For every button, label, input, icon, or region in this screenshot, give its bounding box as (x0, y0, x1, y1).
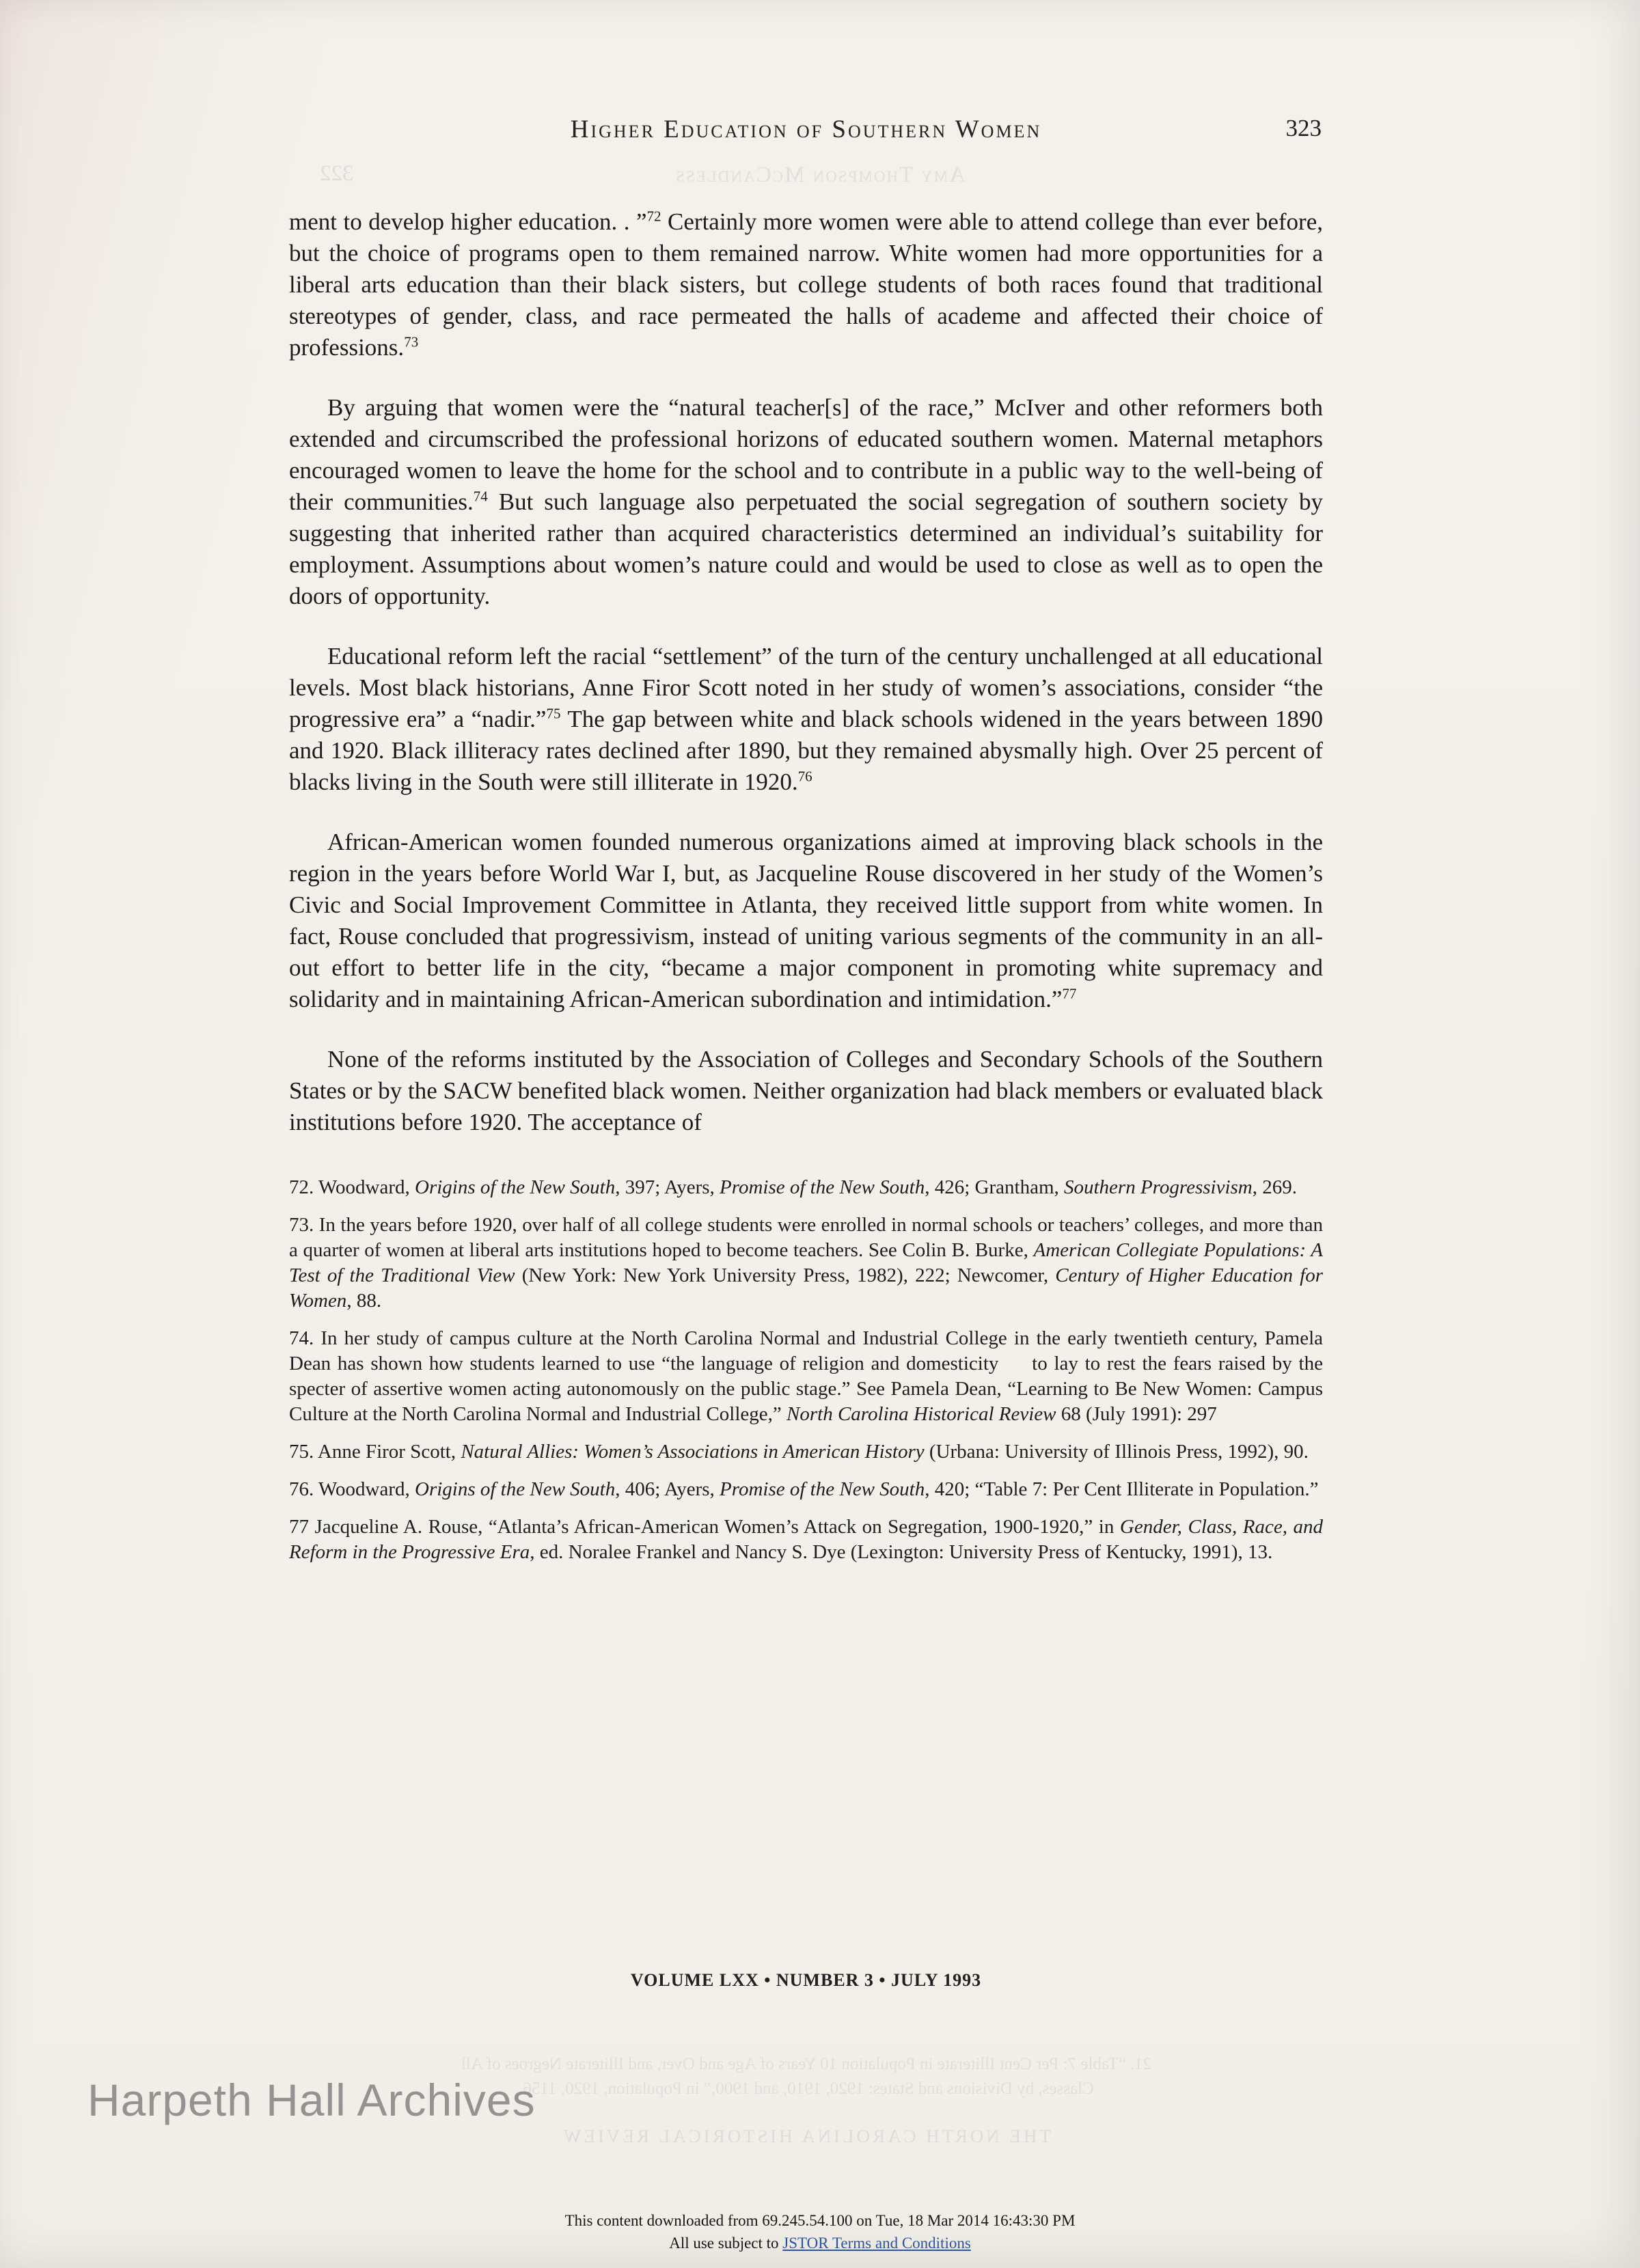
bleedthrough-footnote-line: 21. “Table 7: Per Cent Illiterate in Population 10 Years of Age and Over, and Illiterate Negroes of All (461, 2055, 1152, 2073)
footnote: 74. In her study of campus culture at the North Carolina Normal and Industrial College in the early twentieth century, Pamela Dean has shown how students learned to use “the language of religion and domesticity to lay to rest the fears raised by the specter of assertive women acting autonomously on the public stage.” See Pamela Dean, “Learning to Be New Women: Campus Culture at the North Carolina Normal and Industrial College,” North Carolina Historical Review 68 (July 1991): 297 (289, 1327, 1323, 1425)
jstor-terms-prefix: All use subject to (669, 2235, 783, 2252)
footnote: 73. In the years before 1920, over half of all college students were enrolled in normal schools or teachers’ colleges, and more than a quarter of women at liberal arts institutions hoped to become teachers. See Colin B. Burke, American Collegiate Populations: A Test of the Traditional View (New York: New York University Press, 1982), 222; Newcomer, Century of Higher Education for Women, 88. (289, 1214, 1324, 1312)
paragraph: ment to develop higher education. . ”$^{72}$ Certainly more women were able to attend college than ever before, but the choice of programs open to them remained narrow. White women had more opportunities for a liberal arts education than their black sisters, but college students of both races found that traditional stereotypes of gender, class, and race permeated the halls of academe and affected their choice of professions.$^{73}$ (289, 208, 1323, 361)
footnote: 76. Woodward, Origins of the New South, 406; Ayers, Promise of the New South, 420; “Table 7: Per Cent Illiterate in Population.” (289, 1478, 1319, 1500)
jstor-terms-link[interactable]: JSTOR Terms and Conditions (782, 2235, 971, 2252)
footnote: 77 Jacqueline A. Rouse, “Atlanta’s African-American Women’s Attack on Segregation, 1900-1920,” in Gender, Class, Race, and Reform in the Progressive Era, ed. Noralee Frankel and Nancy S. Dye (Lexington: University Press of Kentucky, 1991), 13. (289, 1516, 1324, 1563)
running-head-title: Higher Education of Southern Women (570, 115, 1042, 143)
footnote: 72. Woodward, Origins of the New South, 397; Ayers, Promise of the New South, 426; Grantham, Southern Progressivism, 269. (289, 1176, 1298, 1198)
paragraph: Educational reform left the racial “settlement” of the turn of the century unchallenged at all educational levels. Most black historians, Anne Firor Scott noted in her study of women’s associations, consider “the progressive era” a “nadir.”$^{75}$ The gap between white and black schools widened in the years between 1890 and 1920. Black illiteracy rates declined after 1890, but they remained abysmally high. Over 25 percent of blacks living in the South were still illiterate in 1920.76 (289, 643, 1323, 795)
jstor-download-line: This content downloaded from 69.245.54.100 on Tue, 18 Mar 2014 16:43:30 PM (564, 2212, 1076, 2229)
paragraph: None of the reforms instituted by the Association of Colleges and Secondary Schools of the Southern States or by the SACW benefited black women. Neither organization had black members or evaluated black institutions before 1920. The acceptance of (289, 1046, 1323, 1135)
bleedthrough-journal-title: THE NORTH CAROLINA HISTORICAL REVIEW (561, 2126, 1051, 2146)
bleedthrough-author: Amy Thompson McCandless (674, 163, 966, 187)
running-head (289, 115, 1323, 149)
footnotes (289, 1175, 1323, 1565)
footnote: 75. Anne Firor Scott, Natural Allies: Women’s Associations in American History (Urbana: University of Illinois Press, 1992), 90. (289, 1441, 1309, 1463)
jstor-notice (0, 2212, 1640, 2257)
archive-watermark: Harpeth Hall Archives (87, 2075, 536, 2125)
page-number: 323 (1285, 115, 1322, 141)
bleedthrough-footnote-line: Classes, by Divisions and States: 1920, 1910, and 1900,” in Population, 1920, 1156. (519, 2079, 1094, 2098)
article-body (289, 206, 1323, 1138)
volume-footer: VOLUME LXX • NUMBER 3 • JULY 1993 (630, 1970, 982, 1990)
bleedthrough-page-number: 322 (320, 161, 354, 186)
paragraph: By arguing that women were the “natural teacher[s] of the race,” McIver and other reformers both extended and circumscribed the professional horizons of educated southern women. Maternal metaphors encouraged women to leave the home for the school and to contribute in a public way to the well-being of their communities.$^{74}$ But such language also perpetuated the social segregation of southern society by suggesting that inherited rather than acquired characteristics determined an individual’s suitability for employment. Assumptions about women’s nature could and would be used to close as well as to open the doors of opportunity. (289, 394, 1324, 609)
jstor-terms-line (0, 2235, 1640, 2252)
text-column (289, 206, 1323, 1577)
paragraph: African-American women founded numerous organizations aimed at improving black schools in the region in the years before World War I, but, as Jacqueline Rouse discovered in her study of the Women’s Civic and Social Improvement Committee in Atlanta, they received little support from white women. In fact, Rouse concluded that progressivism, instead of uniting various segments of the community in an all-out effort to better life in the city, “became a major component in promoting white supremacy and solidarity and in maintaining African-American subordination and intimidation.”$^{77}$ (289, 829, 1323, 1012)
